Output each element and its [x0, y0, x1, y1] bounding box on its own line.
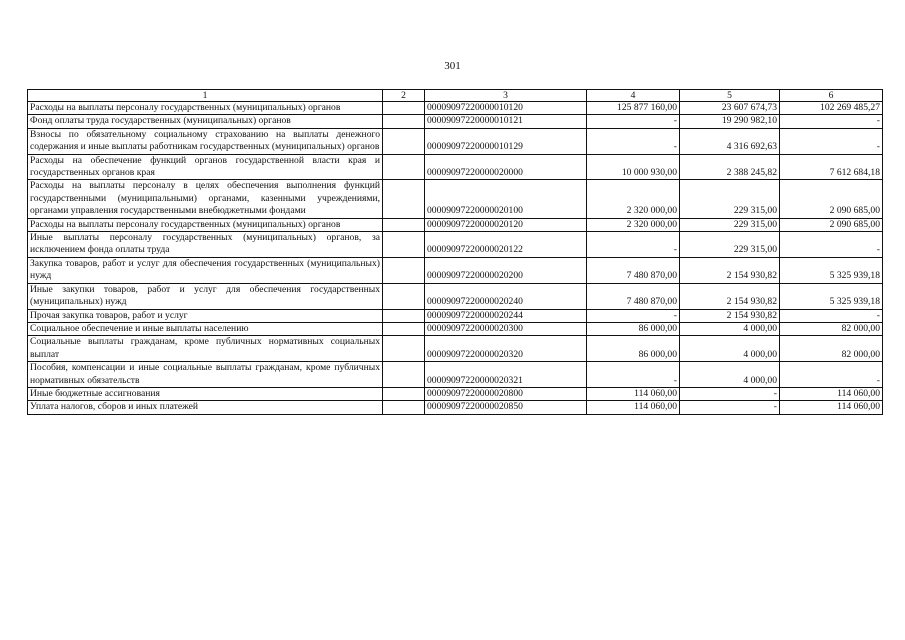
- row-executed-cell: 4 316 692,63: [680, 128, 780, 154]
- row-remaining-cell: 82 000,00: [780, 322, 883, 335]
- row-plan-cell: -: [587, 232, 680, 258]
- row-name-cell: Социальное обеспечение и иные выплаты населению: [28, 322, 383, 335]
- row-plan-cell: 2 320 000,00: [587, 180, 680, 218]
- table-row: [28, 232, 883, 258]
- row-remaining-cell: 102 269 485,27: [780, 102, 883, 115]
- column-header-4: 4: [587, 90, 680, 102]
- row-code-cell: 00009097220000010121: [425, 115, 587, 128]
- row-code-cell: 00009097220000010129: [425, 128, 587, 154]
- row-plan-cell: 2 320 000,00: [587, 218, 680, 231]
- row-remaining-cell: 2 090 685,00: [780, 180, 883, 218]
- table-row: [28, 322, 883, 335]
- row-executed-cell: 4 000,00: [680, 322, 780, 335]
- row-name-cell: Иные выплаты персоналу государственных (муниципальных) органов, за исключением фонда оплаты труда: [28, 232, 383, 258]
- row-plan-cell: -: [587, 309, 680, 322]
- row-empty-cell: [383, 102, 425, 115]
- row-name-cell: Прочая закупка товаров, работ и услуг: [28, 309, 383, 322]
- table-row: [28, 180, 883, 218]
- row-code-cell: 00009097220000020240: [425, 283, 587, 309]
- column-header-3: 3: [425, 90, 587, 102]
- row-name-cell: Фонд оплаты труда государственных (муниципальных) органов: [28, 115, 383, 128]
- row-plan-cell: 125 877 160,00: [587, 102, 680, 115]
- row-executed-cell: 229 315,00: [680, 218, 780, 231]
- row-empty-cell: [383, 257, 425, 283]
- row-name-cell: Пособия, компенсации и иные социальные выплаты гражданам, кроме публичных нормативных обязательств: [28, 362, 383, 388]
- row-name-cell: Уплата налогов, сборов и иных платежей: [28, 401, 383, 414]
- row-executed-cell: 2 388 245,82: [680, 154, 780, 180]
- column-header-2: 2: [383, 90, 425, 102]
- row-remaining-cell: -: [780, 309, 883, 322]
- table-row: [28, 309, 883, 322]
- row-remaining-cell: 2 090 685,00: [780, 218, 883, 231]
- row-empty-cell: [383, 232, 425, 258]
- row-name-cell: Закупка товаров, работ и услуг для обеспечения государственных (муниципальных) нужд: [28, 257, 383, 283]
- row-empty-cell: [383, 283, 425, 309]
- row-remaining-cell: 5 325 939,18: [780, 283, 883, 309]
- budget-execution-table: [27, 89, 883, 415]
- row-executed-cell: -: [680, 387, 780, 400]
- row-remaining-cell: 5 325 939,18: [780, 257, 883, 283]
- row-name-cell: Социальные выплаты гражданам, кроме публичных нормативных социальных выплат: [28, 336, 383, 362]
- header-row: [28, 90, 883, 102]
- row-plan-cell: -: [587, 128, 680, 154]
- row-empty-cell: [383, 401, 425, 414]
- table-row: [28, 387, 883, 400]
- table-row: [28, 336, 883, 362]
- row-plan-cell: -: [587, 362, 680, 388]
- row-executed-cell: 229 315,00: [680, 232, 780, 258]
- row-empty-cell: [383, 362, 425, 388]
- row-name-cell: Иные бюджетные ассигнования: [28, 387, 383, 400]
- row-plan-cell: 7 480 870,00: [587, 283, 680, 309]
- table-row: [28, 102, 883, 115]
- row-executed-cell: 2 154 930,82: [680, 257, 780, 283]
- row-code-cell: 00009097220000020321: [425, 362, 587, 388]
- row-executed-cell: 229 315,00: [680, 180, 780, 218]
- row-name-cell: Расходы на выплаты персоналу государственных (муниципальных) органов: [28, 218, 383, 231]
- row-code-cell: 00009097220000020244: [425, 309, 587, 322]
- row-empty-cell: [383, 154, 425, 180]
- row-name-cell: Расходы на выплаты персоналу государственных (муниципальных) органов: [28, 102, 383, 115]
- row-remaining-cell: -: [780, 115, 883, 128]
- row-code-cell: 00009097220000020122: [425, 232, 587, 258]
- page-number: 301: [444, 60, 461, 72]
- row-plan-cell: 86 000,00: [587, 322, 680, 335]
- row-remaining-cell: 7 612 684,18: [780, 154, 883, 180]
- row-code-cell: 00009097220000020320: [425, 336, 587, 362]
- table-row: [28, 218, 883, 231]
- row-code-cell: 00009097220000010120: [425, 102, 587, 115]
- table-row: [28, 362, 883, 388]
- row-empty-cell: [383, 128, 425, 154]
- row-code-cell: 00009097220000020200: [425, 257, 587, 283]
- row-code-cell: 00009097220000020800: [425, 387, 587, 400]
- row-plan-cell: 7 480 870,00: [587, 257, 680, 283]
- row-executed-cell: 2 154 930,82: [680, 309, 780, 322]
- row-remaining-cell: -: [780, 232, 883, 258]
- row-remaining-cell: 114 060,00: [780, 401, 883, 414]
- row-executed-cell: 4 000,00: [680, 336, 780, 362]
- row-empty-cell: [383, 336, 425, 362]
- row-empty-cell: [383, 180, 425, 218]
- row-code-cell: 00009097220000020850: [425, 401, 587, 414]
- row-name-cell: Иные закупки товаров, работ и услуг для обеспечения государственных (муниципальных) нужд: [28, 283, 383, 309]
- row-name-cell: Расходы на обеспечение функций органов государственной власти края и государственных органов края: [28, 154, 383, 180]
- row-remaining-cell: -: [780, 362, 883, 388]
- table-row: [28, 115, 883, 128]
- column-header-6: 6: [780, 90, 883, 102]
- row-code-cell: 00009097220000020100: [425, 180, 587, 218]
- table-row: [28, 283, 883, 309]
- row-plan-cell: 114 060,00: [587, 401, 680, 414]
- column-header-5: 5: [680, 90, 780, 102]
- row-code-cell: 00009097220000020300: [425, 322, 587, 335]
- table-row: [28, 128, 883, 154]
- row-empty-cell: [383, 322, 425, 335]
- table-row: [28, 154, 883, 180]
- row-empty-cell: [383, 218, 425, 231]
- table-row: [28, 401, 883, 414]
- row-empty-cell: [383, 115, 425, 128]
- row-empty-cell: [383, 387, 425, 400]
- row-plan-cell: 10 000 930,00: [587, 154, 680, 180]
- row-executed-cell: 4 000,00: [680, 362, 780, 388]
- row-remaining-cell: -: [780, 128, 883, 154]
- row-empty-cell: [383, 309, 425, 322]
- row-executed-cell: 23 607 674,73: [680, 102, 780, 115]
- row-plan-cell: 86 000,00: [587, 336, 680, 362]
- row-code-cell: 00009097220000020120: [425, 218, 587, 231]
- row-executed-cell: 19 290 982,10: [680, 115, 780, 128]
- table-body: [28, 102, 883, 415]
- row-executed-cell: -: [680, 401, 780, 414]
- row-name-cell: Взносы по обязательному социальному страхованию на выплаты денежного содержания и иные выплаты работникам государственных (муниципальных) органов: [28, 128, 383, 154]
- row-code-cell: 00009097220000020000: [425, 154, 587, 180]
- row-plan-cell: 114 060,00: [587, 387, 680, 400]
- column-header-1: 1: [28, 90, 383, 102]
- row-remaining-cell: 114 060,00: [780, 387, 883, 400]
- row-name-cell: Расходы на выплаты персоналу в целях обеспечения выполнения функций государственными (муниципальными) органами, казенными учреждениями, органами управления государственными внебюджетными фондами: [28, 180, 383, 218]
- row-plan-cell: -: [587, 115, 680, 128]
- row-executed-cell: 2 154 930,82: [680, 283, 780, 309]
- row-remaining-cell: 82 000,00: [780, 336, 883, 362]
- table-row: [28, 257, 883, 283]
